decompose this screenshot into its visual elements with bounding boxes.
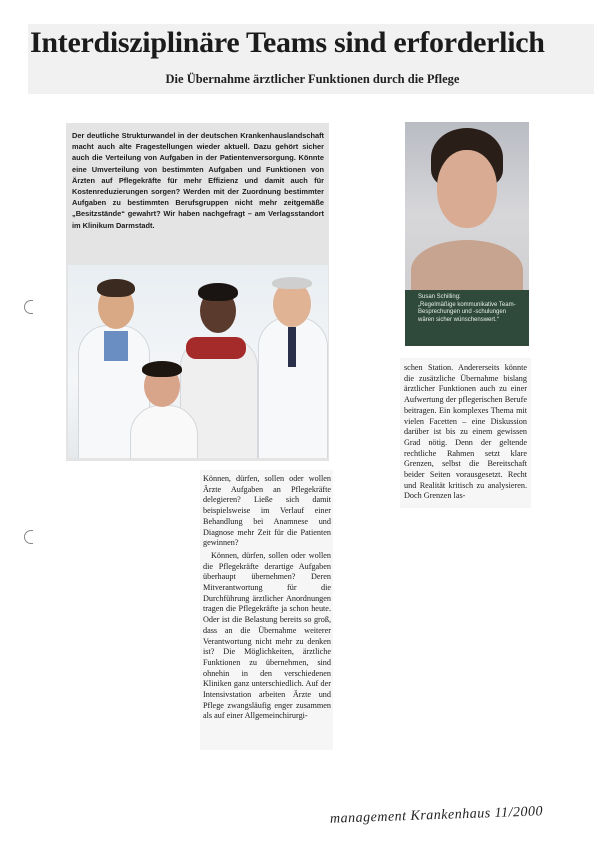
article-subtitle: Die Übernahme ärztlicher Funktionen durch die Pflege (165, 72, 460, 86)
right-column-text: schen Station. Andererseits könnte die zusätzliche Übernahme bislang ärztlicher Funktionen auch zu einer Aufwertung der pflegerischen Berufe beitragen. Ein komplexes Thema mit vielen Facetten – eine Diskussion darüber ist bis zu einem gewissen Grad nötig. Denn der geltende rechtliche Rahmen setzt klare Grenzen, selbst die Bereitschaft beider Seiten vorausgesetzt. Recht und Realität kritisch zu analysieren. Doch Grenzen las- (404, 363, 527, 501)
portrait-shoulders (411, 240, 523, 292)
scarf-nurse-center (186, 337, 246, 359)
caption-name: Susan Schilling: (418, 294, 461, 300)
portrait-face (437, 150, 497, 228)
article-title: Interdisziplinäre Teams sind erforderlich (30, 26, 545, 59)
punch-hole-top (24, 300, 33, 314)
hair-nurse-front (142, 361, 182, 377)
scrubs-doctor-left (104, 331, 128, 361)
intro-text: Der deutliche Strukturwandel in der deutschen Krankenhauslandschaft macht auch alte Fragestellungen wieder aktuell. Dazu gehört sicher auch die Verteilung von Aufgaben in der Patientenversorgung. Könnte eine Umverteilung von bestimmten Aufgaben und Funktionen von Ärzten auf Pflegekräfte für mehr Effizienz und damit auch für Kostenreduzierungen sorgen? Werden mit der Zuordnung bestimmter Aufgaben zu bestimmten Berufsgruppen nicht mehr zeitgemäße „Besitzstände“ gewahrt? Wir haben nachgefragt – am Verlagsstandort im Klinikum Darmstadt. (72, 131, 324, 230)
portrait-caption (418, 294, 523, 324)
tie-doctor-right (288, 327, 296, 367)
article-column (203, 474, 331, 724)
hair-doctor-left (97, 279, 135, 297)
article-paragraph: Können, dürfen, sollen oder wollen die Pflegekräfte derartige Aufgaben überhaupt übernehmen? Deren Mitverantwortung für die Durchführung ärztlicher Anordnungen tragen die Pflegekräfte ja schon heute. Oder ist die Belastung bereits so groß, dass an die Übernahme weiterer Verantwortung nicht mehr zu denken ist? Die Möglichkeiten, ärztliche Funktionen zu übernehmen, sind ohnehin in den verschiedenen Kliniken ganz unterschiedlich. Auf der Intensivstation arbeiten Ärzte und Pflege zwangsläufig enger zusammen als auf einer Allgemeinchirurgi- (203, 550, 331, 721)
article-paragraph: Können, dürfen, sollen oder wollen Ärzte Aufgaben an Pflegekräfte delegieren? Ließe sich damit beispielsweise im Verlauf einer Behandlung bei Anamnese und Diagnose mehr Zeit für die Patienten gewinnen? (203, 474, 331, 548)
handwritten-source-note: management Krankenhaus 11/2000 (329, 804, 544, 827)
hair-doctor-right (272, 277, 312, 289)
figure-nurse-front (130, 405, 198, 458)
hair-nurse-center (198, 283, 238, 301)
punch-hole-bottom (24, 530, 33, 544)
portrait-photo (405, 122, 529, 292)
medical-team-photo (68, 265, 328, 458)
caption-quote: „Regelmäßige kommunikative Team-Besprechungen und -schulungen wären sicher wünschenswert.“ (418, 301, 516, 323)
